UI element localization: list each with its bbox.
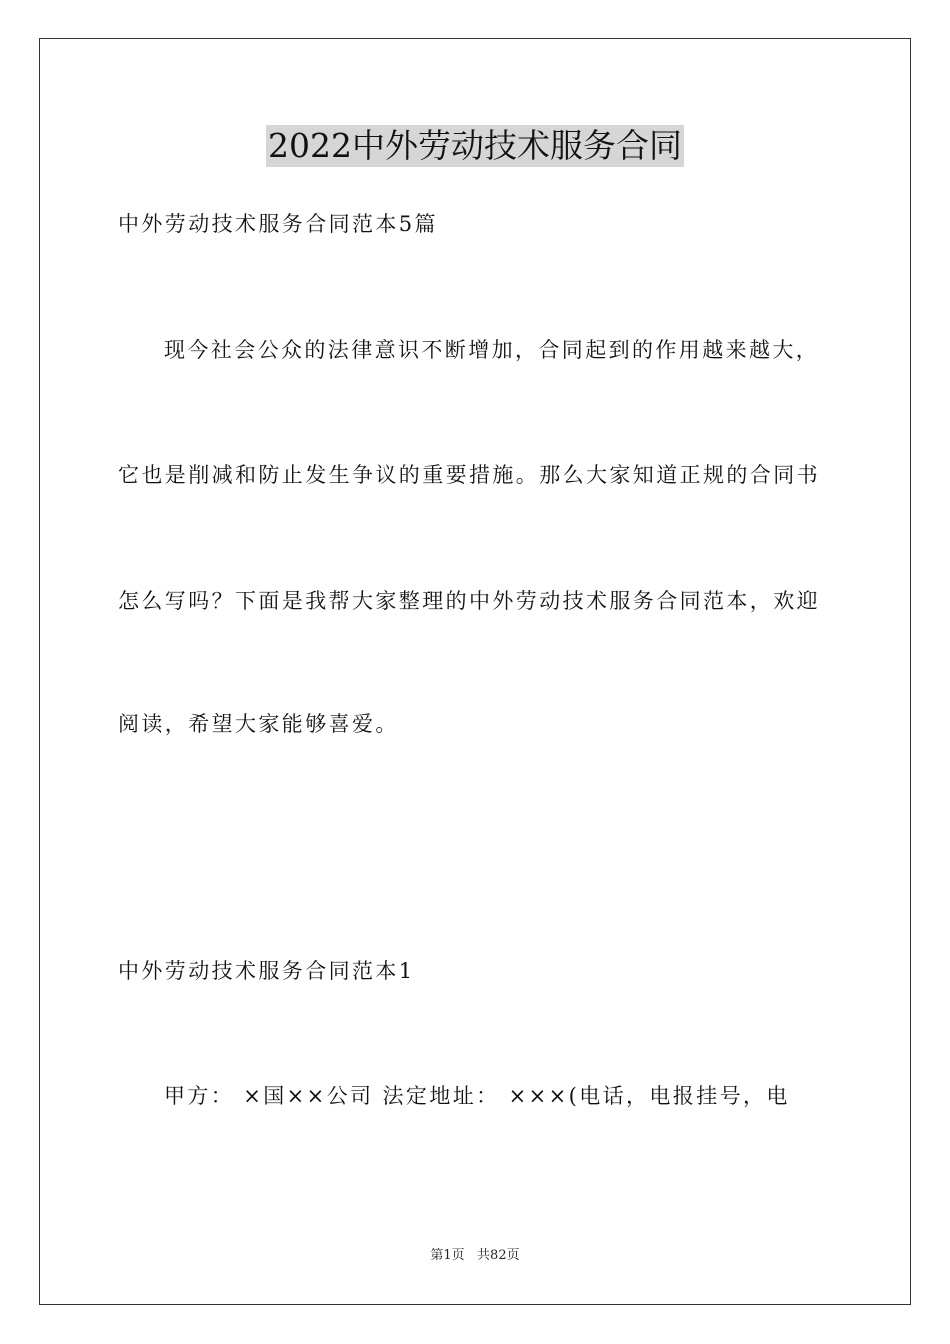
intro-line-1: 现今社会公众的法律意识不断增加，合同起到的作用越来越大， (164, 338, 820, 362)
section-heading: 中外劳动技术服务合同范本1 (118, 959, 415, 983)
party-a-line: 甲方： ×国××公司 法定地址： ×××(电话，电报挂号，电 (164, 1084, 790, 1108)
document-title: 2022中外劳动技术服务合同 (268, 126, 682, 165)
intro-line-3: 怎么写吗？下面是我帮大家整理的中外劳动技术服务合同范本，欢迎 (118, 589, 820, 613)
intro-line-2: 它也是削减和防止发生争议的重要措施。那么大家知道正规的合同书 (118, 463, 820, 487)
page-footer: 第1页 共82页 (430, 1248, 520, 1263)
document-subtitle: 中外劳动技术服务合同范本5篇 (118, 212, 438, 236)
intro-line-4: 阅读，希望大家能够喜爱。 (118, 712, 399, 736)
title-container (0, 125, 950, 167)
